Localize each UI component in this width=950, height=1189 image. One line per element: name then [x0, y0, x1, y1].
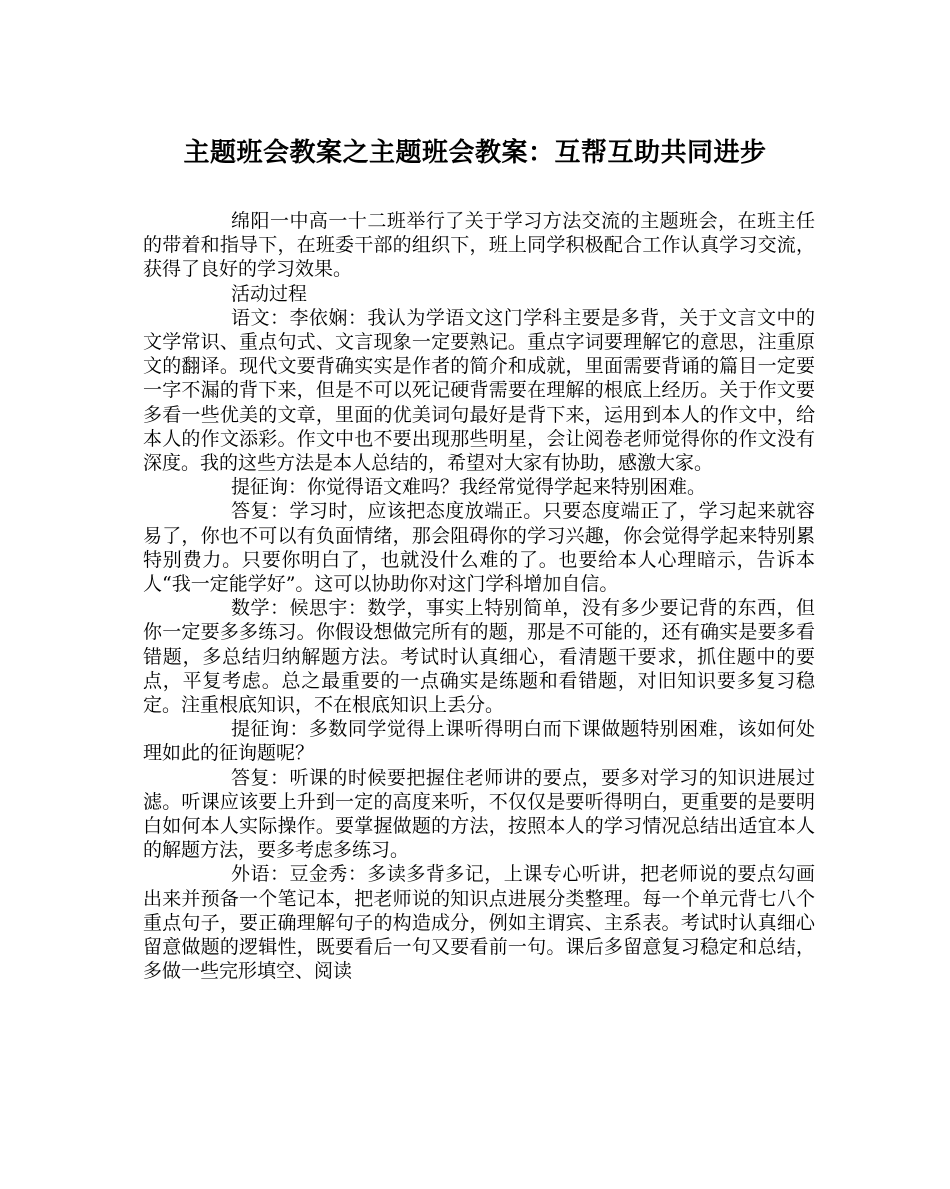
answer-paragraph: 答复：学习时，应该把态度放端正。只要态度端正了，学习起来就容易了，你也不可以有负面情绪，那会阻碍你的学习兴趣，你会觉得学起来特别累特别费力。只要你明白了，也就没什么难的了。也要给本人心理暗示，告诉本人“我一定能学好”。这可以协助你对这门学科增加自信。 — [143, 500, 815, 596]
intro-paragraph: 绵阳一中高一十二班举行了关于学习方法交流的主题班会，在班主任的带着和指导下，在班委干部的组织下，班上同学积极配合工作认真学习交流，获得了良好的学习效果。 — [143, 210, 815, 281]
english-subject-paragraph: 外语：豆金秀：多读多背多记，上课专心听讲，把老师说的要点勾画出来并预备一个笔记本，把老师说的知识点进展分类整理。每一个单元背七八个重点句子，要正确理解句子的构造成分，例如主谓宾、主系表。考试时认真细心留意做题的逻辑性，既要看后一句又要看前一句。课后多留意复习稳定和总结，多做一些完形填空、阅读 — [143, 863, 815, 983]
section-heading-activity: 活动过程 — [231, 282, 308, 305]
question-paragraph: 提征询：你觉得语文难吗？我经常觉得学起来特别困难。 — [231, 476, 707, 499]
question-paragraph: 提征询：多数同学觉得上课听得明白而下课做题特别困难，该如何处理如此的征询题呢？ — [143, 718, 815, 765]
chinese-subject-paragraph: 语文：李依娴：我认为学语文这门学科主要是多背，关于文言文中的文学常识、重点句式、文言现象一定要熟记。重点字词要理解它的意思，注重原文的翻译。现代文要背确实实是作者的简介和成就，里面需要背诵的篇目一定要一字不漏的背下来，但是不可以死记硬背需要在理解的根底上经历。关于作文要多看一些优美的文章，里面的优美词句最好是背下来，运用到本人的作文中，给本人的作文添彩。作文中也不要出现那些明星，会让阅卷老师觉得你的作文没有深度。我的这些方法是本人总结的，希望对大家有协助，感激大家。 — [143, 306, 815, 475]
answer-paragraph: 答复：听课的时候要把握住老师讲的要点，要多对学习的知识进展过滤。听课应该要上升到一定的高度来听，不仅仅是要听得明白，更重要的是要明白如何本人实际操作。要掌握做题的方法，按照本人的学习情况总结出适宜本人的解题方法，要多考虑多练习。 — [143, 766, 815, 862]
math-subject-paragraph: 数学：候思宇：数学，事实上特别简单，没有多少要记背的东西，但你一定要多多练习。你假设想做完所有的题，那是不可能的，还有确实是要多看错题，多总结归纳解题方法。考试时认真细心，看清题干要求，抓住题中的要点，平复考虑。总之最重要的一点确实是练题和看错题，对旧知识要多复习稳定。注重根底知识，不在根底知识上丢分。 — [143, 597, 815, 717]
document-title: 主题班会教案之主题班会教案：互帮互助共同进步 — [183, 138, 767, 168]
document-body — [143, 209, 815, 984]
